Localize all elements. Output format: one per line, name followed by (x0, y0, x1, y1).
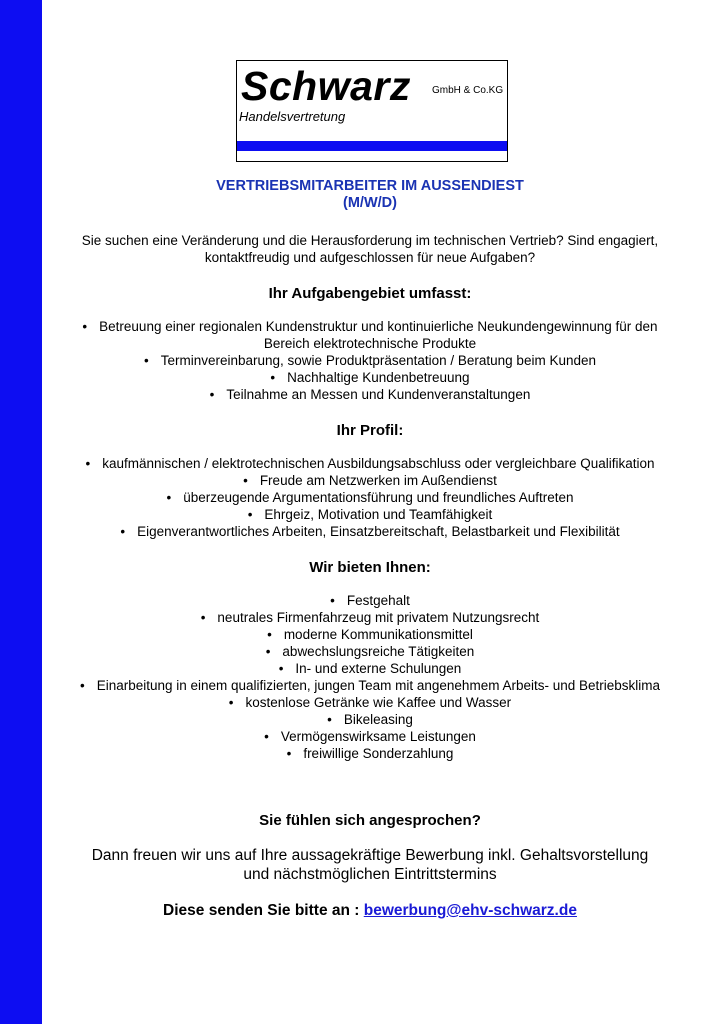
list-item-text: kostenlose Getränke wie Kaffee und Wasser (245, 695, 512, 710)
list-item-text: überzeugende Argumentationsführung und freundliches Auftreten (183, 490, 574, 505)
closing-text-line-1: Dann freuen wir uns auf Ihre aussagekräftige Bewerbung inkl. Gehaltsvorstellung (91, 847, 649, 864)
list-item-text: freiwillige Sonderzahlung (303, 746, 454, 761)
contact-email-link[interactable]: bewerbung@ehv-schwarz.de (363, 902, 577, 919)
job-title-line-1: VERTRIEBSMITARBEITER IM AUSSENDIEST (216, 178, 524, 194)
bullet-dot-icon: • (270, 370, 276, 385)
list-item (42, 660, 698, 677)
bullet-dot-icon: • (82, 319, 88, 334)
bullet-dot-icon: • (264, 729, 269, 744)
list-item (42, 745, 698, 762)
list-item (42, 626, 698, 643)
list-item-text: Ehrgeiz, Motivation und Teamfähigkeit (264, 507, 493, 522)
contact-line (42, 901, 698, 920)
bullet-dot-icon: • (79, 678, 85, 693)
sections-container (42, 285, 698, 762)
bullet-dot-icon: • (247, 507, 253, 522)
bullet-dot-icon: • (278, 661, 284, 676)
list-item-text: Eigenverantwortliches Arbeiten, Einsatzbereitschaft, Belastbarkeit und Flexibilität (137, 524, 620, 539)
bullet-dot-icon: • (265, 644, 271, 659)
list-item-text: In- und externe Schulungen (295, 661, 462, 676)
list-item (42, 352, 698, 369)
bullet-dot-icon: • (200, 610, 206, 625)
bullet-dot-icon: • (267, 627, 272, 642)
bullet-dot-icon: • (144, 353, 149, 368)
list-item-text: Bikeleasing (343, 712, 413, 727)
company-logo (236, 60, 508, 162)
closing-heading: Sie fühlen sich angesprochen? (259, 812, 481, 829)
list-item (42, 455, 698, 472)
closing-text (42, 846, 698, 884)
logo-legal-form: GmbH & Co.KG (432, 85, 504, 96)
list-item-text: Terminvereinbarung, sowie Produktpräsentation / Beratung beim Kunden (160, 353, 596, 368)
list-item-text: Einarbeitung in einem qualifizierten, jungen Team mit angenehmem Arbeits- und Betriebsklima (96, 678, 661, 693)
job-title (42, 178, 698, 212)
list-item-text: neutrales Firmenfahrzeug mit privatem Nutzungsrecht (217, 610, 540, 625)
contact-label: Diese senden Sie bitte an : (163, 902, 364, 919)
bullet-dot-icon: • (120, 524, 126, 539)
list-item-text: Freude am Netzwerken im Außendienst (259, 473, 497, 488)
bullet-dot-icon: • (209, 387, 215, 402)
bullet-dot-icon: • (286, 746, 292, 761)
intro-text: Sie suchen eine Veränderung und die Herausforderung im technischen Vertrieb? Sind engagiert, kontaktfreudig und aufgeschlossen für neue Aufgaben? (81, 233, 659, 265)
closing-text-line-2: und nächstmöglichen Eintrittstermins (243, 866, 497, 883)
bullet-dot-icon: • (330, 593, 335, 608)
list-item-text: abwechslungsreiche Tätigkeiten (282, 644, 475, 659)
logo-blue-stripe (237, 141, 507, 151)
bullet-list (42, 592, 698, 762)
list-item (42, 694, 698, 711)
list-item-text: moderne Kommunikationsmittel (283, 627, 473, 642)
section-heading: Ihr Profil: (336, 422, 404, 439)
list-item (42, 472, 698, 489)
list-item (42, 609, 698, 626)
list-item (42, 728, 698, 745)
list-item (42, 506, 698, 523)
list-item (42, 369, 698, 386)
logo-company-name: Schwarz (241, 63, 411, 109)
list-item-text: Nachhaltige Kundenbetreuung (287, 370, 470, 385)
list-item (42, 592, 698, 609)
bullet-dot-icon: • (166, 490, 172, 505)
left-blue-bar (0, 0, 42, 1024)
bullet-dot-icon: • (327, 712, 332, 727)
list-item (42, 523, 698, 540)
list-item (42, 386, 698, 403)
bullet-list (42, 455, 698, 540)
bullet-dot-icon: • (228, 695, 234, 710)
list-item (42, 711, 698, 728)
job-ad-content (42, 178, 698, 920)
list-item (42, 489, 698, 506)
logo-subtitle: Handelsvertretung (239, 109, 346, 124)
list-item (42, 677, 698, 694)
section-heading: Wir bieten Ihnen: (309, 559, 431, 576)
list-item-text: Betreuung einer regionalen Kundenstruktur und kontinuierliche Neukundengewinnung für den Bereich elektrotechnische Produkte (99, 319, 658, 351)
bullet-dot-icon: • (85, 456, 91, 471)
bullet-dot-icon: • (243, 473, 248, 488)
list-item (42, 643, 698, 660)
bullet-list (42, 318, 698, 403)
section-heading: Ihr Aufgabengebiet umfasst: (268, 285, 472, 302)
list-item-text: kaufmännischen / elektrotechnischen Ausbildungsabschluss oder vergleichbare Qualifikation (102, 456, 655, 471)
list-item-text: Vermögenswirksame Leistungen (280, 729, 476, 744)
list-item-text: Festgehalt (346, 593, 410, 608)
job-title-line-2: (M/W/D) (343, 195, 397, 211)
list-item (42, 318, 698, 352)
list-item-text: Teilnahme an Messen und Kundenveranstaltungen (226, 387, 531, 402)
